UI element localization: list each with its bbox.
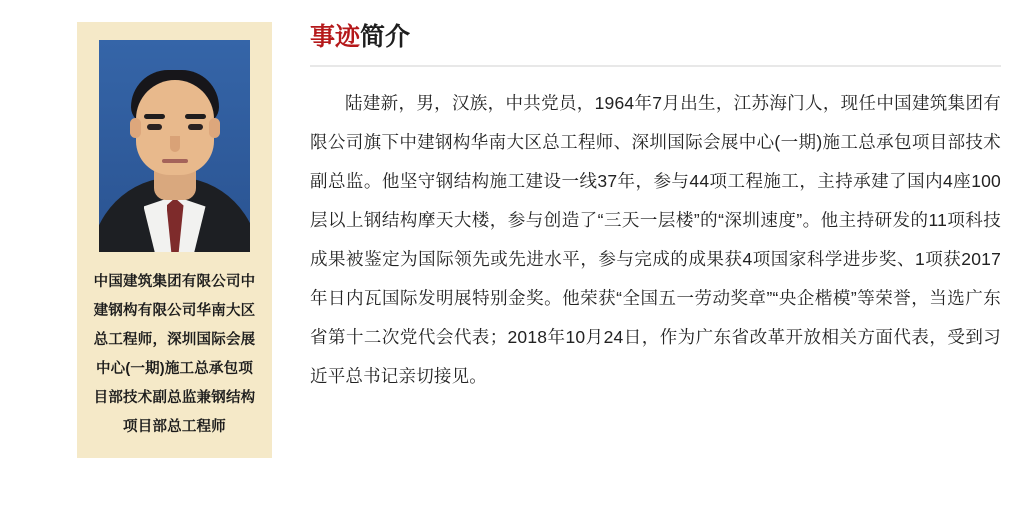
- section-title-highlight: 事迹: [310, 23, 361, 51]
- portrait-photo: [99, 40, 250, 252]
- portrait-eyebrow-left: [144, 114, 165, 119]
- portrait-mouth: [162, 159, 188, 163]
- content-column: [310, 20, 1001, 396]
- profile-card: [77, 22, 272, 458]
- portrait-eyebrow-right: [185, 114, 206, 119]
- portrait-eye-left: [147, 124, 162, 130]
- portrait-ear-left: [130, 118, 141, 138]
- section-title: [310, 20, 1001, 67]
- portrait-ear-right: [209, 118, 220, 138]
- profile-caption: 中国建筑集团有限公司中建钢构有限公司华南大区总工程师，深圳国际会展中心(一期)施工总承包项目部技术副总监兼钢结构项目部总工程师: [93, 274, 256, 435]
- portrait-nose: [170, 136, 180, 152]
- portrait-eye-right: [188, 124, 203, 130]
- section-title-rest: 简介: [360, 23, 411, 51]
- article-body: 陆建新，男，汉族，中共党员，1964年7月出生，江苏海门人，现任中国建筑集团有限公司旗下中建钢构华南大区总工程师、深圳国际会展中心(一期)施工总承包项目部技术副总监。他坚守钢结构施工建设一线37年，参与44项工程施工，主持承建了国内4座100层以上钢结构摩天大楼，参与创造了“三天一层楼”的“深圳速度”。他主持研发的11项科技成果被鉴定为国际领先或先进水平，参与完成的成果获4项国家科学进步奖、1项获2017年日内瓦国际发明展特别金奖。他荣获“全国五一劳动奖章”“央企楷模”等荣誉，当选广东省第十二次党代会代表；2018年10月24日，作为广东省改革开放相关方面代表，受到习近平总书记亲切接见。: [310, 93, 1001, 386]
